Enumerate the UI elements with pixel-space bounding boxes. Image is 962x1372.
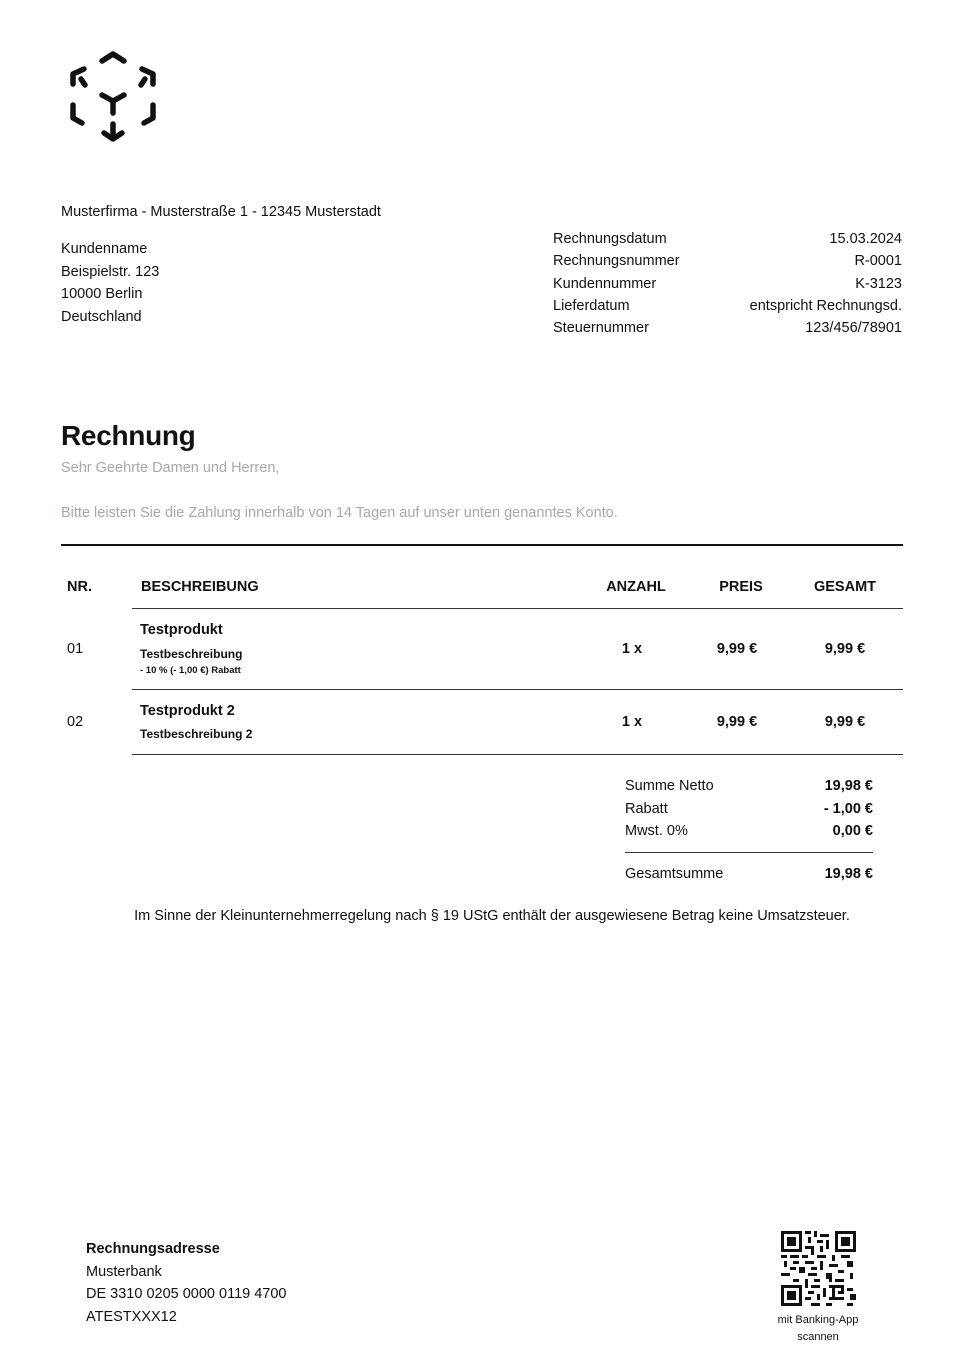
qr-caption-line-1: mit Banking-App [777, 1314, 859, 1326]
row-1-nr: 01 [67, 641, 84, 657]
bank-heading: Rechnungsadresse [86, 1241, 220, 1257]
recipient-country: Deutschland [61, 308, 142, 325]
meta-row-invoice-number [553, 250, 902, 272]
row-2-price: 9,99 € [716, 714, 758, 730]
totals-divider [625, 852, 873, 853]
totals-grand-row [625, 863, 873, 886]
header-description: BESCHREIBUNG [141, 579, 259, 595]
row-1-description: Testbeschreibung [140, 647, 243, 661]
tax-note: Im Sinne der Kleinunternehmerregelung nach § 19 UStG enthält der ausgewiesene Betrag keine Umsatzsteuer. [134, 908, 850, 924]
recipient-name: Kundenname [61, 241, 148, 257]
payment-qr-code [781, 1231, 856, 1306]
recipient-street: Beispielstr. 123 [61, 263, 160, 280]
page-title: Rechnung [61, 420, 196, 451]
invoice-meta [553, 228, 902, 339]
row-2-nr: 02 [67, 714, 84, 730]
header-qty: ANZAHL [606, 579, 666, 595]
bank-bic: ATESTXXX12 [86, 1308, 177, 1325]
meta-label: Lieferdatum [553, 297, 630, 314]
company-logo-icon [68, 50, 158, 144]
meta-value: 15.03.2024 [829, 231, 902, 247]
discount-label: Rabatt [625, 800, 668, 817]
grand-value: 19,98 € [824, 866, 873, 882]
bank-iban: DE 3310 0205 0000 0119 4700 [86, 1286, 287, 1302]
meta-label: Steuernummer [553, 320, 649, 337]
row-1-qty: 1 x [621, 641, 643, 657]
greeting-text: Sehr Geehrte Damen und Herren, [61, 460, 280, 476]
meta-row-customer-number [553, 273, 902, 295]
header-price: PREIS [719, 579, 763, 595]
payment-note: Bitte leisten Sie die Zahlung innerhalb von 14 Tagen auf unser unten genanntes Konto. [61, 505, 618, 521]
meta-value: K-3123 [855, 275, 902, 292]
row-divider [132, 689, 903, 690]
totals-block [625, 775, 873, 843]
qr-caption-line-2: scannen [797, 1331, 839, 1343]
row-1-total: 9,99 € [824, 641, 866, 657]
header-total: GESAMT [813, 579, 877, 595]
meta-row-delivery-date [553, 295, 902, 317]
grand-label: Gesamtsumme [625, 866, 724, 882]
recipient-city: 10000 Berlin [61, 286, 143, 302]
row-1-product: Testprodukt [140, 622, 223, 638]
vat-label: Mwst. 0% [625, 823, 688, 839]
qr-caption [768, 1312, 868, 1346]
row-2-total: 9,99 € [824, 714, 866, 730]
net-value: 19,98 € [824, 778, 873, 794]
row-1-discount: - 10 % (- 1,00 €) Rabatt [140, 665, 241, 676]
totals-vat-row [625, 820, 873, 843]
table-end-divider [132, 754, 903, 755]
header-nr: NR. [67, 579, 92, 595]
meta-value: R-0001 [854, 253, 902, 270]
meta-value: entspricht Rechnungsd. [749, 297, 902, 314]
row-2-product: Testprodukt 2 [140, 703, 235, 719]
table-header-divider [132, 608, 903, 609]
row-1-price: 9,99 € [716, 641, 758, 657]
meta-label: Rechnungsnummer [553, 253, 680, 270]
bank-name: Musterbank [86, 1263, 162, 1280]
sender-line: Musterfirma - Musterstraße 1 - 12345 Musterstadt [61, 204, 381, 220]
net-label: Summe Netto [625, 778, 714, 794]
meta-row-date [553, 228, 902, 250]
totals-net-row [625, 775, 873, 798]
meta-row-tax-number [553, 317, 902, 339]
meta-label: Kundennummer [553, 275, 657, 292]
recipient-address [61, 238, 159, 328]
row-2-qty: 1 x [621, 714, 643, 730]
discount-value: - 1,00 € [823, 800, 873, 817]
grand-total-block [625, 863, 873, 886]
vat-value: 0,00 € [832, 823, 873, 839]
meta-label: Rechnungsdatum [553, 231, 667, 247]
divider [61, 544, 903, 546]
meta-value: 123/456/78901 [805, 320, 902, 337]
bank-details [86, 1238, 287, 1328]
totals-discount-row [625, 798, 873, 821]
row-2-description: Testbeschreibung 2 [140, 727, 253, 741]
